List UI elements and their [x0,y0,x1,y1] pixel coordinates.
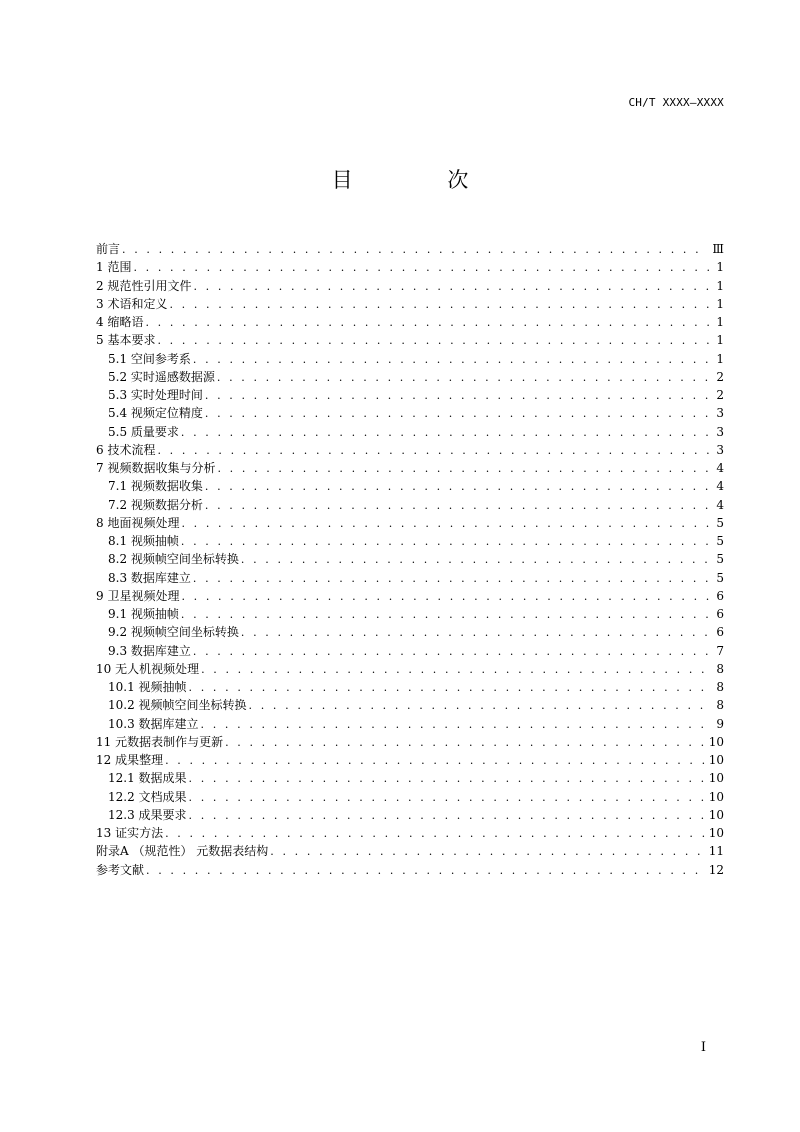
toc-entry[interactable] [96,295,724,313]
toc-entry-page: 3 [716,424,724,439]
toc-entry[interactable] [96,258,724,276]
toc-leader-dots [205,387,710,405]
toc-entry-label: 13 证实方法 [96,826,164,840]
toc-entry[interactable] [96,331,724,349]
toc-entry-label: 前言 [96,242,121,256]
toc-leader-dots [165,752,705,770]
toc-entry-label: 9.1 视频抽帧 [108,607,179,621]
toc-entry-label: 5.3 实时处理时间 [108,388,203,402]
toc-entry-page: 1 [716,278,724,293]
toc-entry[interactable] [96,788,724,806]
toc-entry-label: 12.1 数据成果 [108,771,187,786]
toc-entry[interactable] [96,861,724,879]
toc-leader-dots [249,697,710,715]
toc-entry-page: 6 [716,625,724,640]
toc-entry[interactable] [96,842,724,860]
toc-entry[interactable] [96,660,724,678]
toc-entry[interactable] [96,550,724,568]
toc-entry-label: 4 缩略语 [96,315,144,329]
toc-entry-label: 7 视频数据收集与分析 [96,461,216,475]
toc-entry-label: 参考文献 [96,862,145,877]
toc-entry[interactable] [96,733,724,751]
toc-entry-label: 12 成果整理 [96,753,164,767]
toc-entry-page: 8 [716,698,724,713]
toc-entry-label: 12.2 文档成果 [108,789,187,804]
toc-leader-dots [193,351,710,369]
toc-leader-dots [181,424,710,442]
toc-entry[interactable] [96,623,724,641]
toc-entry-label: 10.1 视频抽帧 [108,680,187,694]
toc-entry-page: 4 [716,497,724,512]
toc-entry[interactable] [96,459,724,477]
toc-entry[interactable] [96,386,724,404]
toc-entry-label: 9.2 视频帧空间坐标转换 [108,625,239,640]
toc-entry[interactable] [96,496,724,514]
toc-entry-page: 10 [708,826,724,840]
toc-entry[interactable] [96,277,724,295]
page-number: I [700,1040,706,1055]
toc-leader-dots [146,862,705,880]
toc-leader-dots [241,624,710,642]
toc-entry-page: 12 [708,862,724,877]
toc-leader-dots [193,643,710,661]
toc-entry-page: 9 [716,716,724,731]
toc-entry-label: 5.4 视频定位精度 [108,406,203,421]
toc-entry[interactable] [96,605,724,623]
toc-entry-label: 5.5 质量要求 [108,424,179,439]
toc-entry-page: 5 [716,515,724,530]
toc-title: 目 次 [331,168,513,192]
toc-leader-dots [157,442,710,460]
toc-entry[interactable] [96,696,724,714]
toc-entry-page: 10 [708,734,724,749]
toc-entry-label: 10.2 视频帧空间坐标转换 [108,698,247,713]
toc-entry-page: 11 [708,844,724,859]
toc-leader-dots [169,296,710,314]
toc-entry-page: 1 [716,315,724,329]
toc-entry-page: 1 [716,296,724,311]
toc-entry-page: 10 [708,753,724,767]
toc-entry-label: 6 技术流程 [96,442,156,457]
toc-leader-dots [193,570,710,588]
standard-code: CH/T XXXX—XXXX [628,96,724,109]
toc-leader-dots [205,405,710,423]
toc-entry-label: 7.2 视频数据分析 [108,497,203,512]
toc-entry-page: 7 [716,643,724,658]
toc-entry[interactable] [96,532,724,550]
toc-leader-dots [181,533,710,551]
toc-entry-label: 9 卫星视频处理 [96,588,180,603]
toc-entry[interactable] [96,751,724,769]
toc-entry[interactable] [96,514,724,532]
toc-entry-label: 8 地面视频处理 [96,515,180,530]
toc-leader-dots [145,314,710,332]
toc-entry-label: 7.1 视频数据收集 [108,479,203,494]
table-of-contents [96,240,724,879]
toc-leader-dots [217,460,710,478]
toc-entry-page: 3 [716,442,724,457]
toc-entry[interactable] [96,313,724,331]
toc-leader-dots [189,807,705,825]
toc-leader-dots [181,588,710,606]
toc-entry-page: 5 [716,552,724,567]
toc-entry[interactable] [96,642,724,660]
toc-entry-label: 附录A （规范性） 元数据表结构 [96,844,269,859]
toc-entry-page: 1 [716,333,724,348]
toc-entry-page: 3 [716,406,724,421]
toc-entry-page: 2 [716,388,724,402]
toc-entry-label: 2 规范性引用文件 [96,278,192,293]
toc-entry-label: 8.1 视频抽帧 [108,534,179,548]
toc-entry-page: 5 [716,570,724,585]
toc-leader-dots [241,551,710,569]
toc-leader-dots [217,369,710,387]
toc-entry[interactable] [96,569,724,587]
toc-entry-page: 6 [716,607,724,621]
toc-leader-dots [189,679,710,697]
toc-leader-dots [205,497,710,515]
toc-entry-label: 1 范围 [96,260,132,275]
toc-entry-page: 4 [716,479,724,494]
toc-entry[interactable] [96,477,724,495]
toc-leader-dots [181,515,710,533]
toc-entry-page: 2 [716,369,724,384]
toc-entry[interactable] [96,769,724,787]
toc-leader-dots [165,825,705,843]
toc-entry-label: 10.3 数据库建立 [108,716,199,731]
toc-leader-dots [189,789,705,807]
toc-leader-dots [157,332,710,350]
toc-entry-page: 10 [708,807,724,822]
toc-entry[interactable] [96,806,724,824]
toc-entry[interactable] [96,678,724,696]
toc-entry[interactable] [96,824,724,842]
toc-entry-label: 9.3 数据库建立 [108,643,191,658]
toc-leader-dots [189,770,705,788]
toc-entry-page: Ⅲ [712,242,724,256]
toc-entry[interactable] [96,423,724,441]
toc-entry-label: 5 基本要求 [96,333,156,348]
toc-entry-label: 8.2 视频帧空间坐标转换 [108,552,239,567]
toc-entry-label: 8.3 数据库建立 [108,570,191,585]
toc-entry[interactable] [96,368,724,386]
toc-entry-page: 8 [716,661,724,676]
toc-entry-label: 5.2 实时遥感数据源 [108,369,215,384]
toc-entry[interactable] [96,350,724,368]
toc-leader-dots [205,478,710,496]
toc-entry-page: 1 [716,260,724,275]
toc-entry-page: 6 [716,588,724,603]
toc-entry-label: 3 术语和定义 [96,296,168,311]
toc-entry[interactable] [96,441,724,459]
toc-leader-dots [225,734,705,752]
toc-entry-page: 5 [716,534,724,548]
toc-leader-dots [122,241,708,259]
toc-entry-page: 8 [716,680,724,694]
toc-leader-dots [270,843,704,861]
toc-entry-page: 10 [708,771,724,786]
toc-entry-label: 11 元数据表制作与更新 [96,734,224,749]
toc-leader-dots [201,716,710,734]
toc-leader-dots [201,661,710,679]
toc-entry-page: 4 [716,461,724,475]
toc-entry[interactable] [96,715,724,733]
toc-entry-label: 12.3 成果要求 [108,807,187,822]
toc-entry-page: 1 [716,351,724,366]
toc-entry[interactable] [96,404,724,422]
toc-entry-label: 10 无人机视频处理 [96,661,200,676]
toc-leader-dots [133,259,710,277]
toc-entry-page: 10 [708,789,724,804]
toc-leader-dots [193,278,710,296]
toc-entry[interactable] [96,587,724,605]
toc-entry[interactable] [96,240,724,258]
toc-leader-dots [181,606,710,624]
toc-entry-label: 5.1 空间参考系 [108,351,191,366]
